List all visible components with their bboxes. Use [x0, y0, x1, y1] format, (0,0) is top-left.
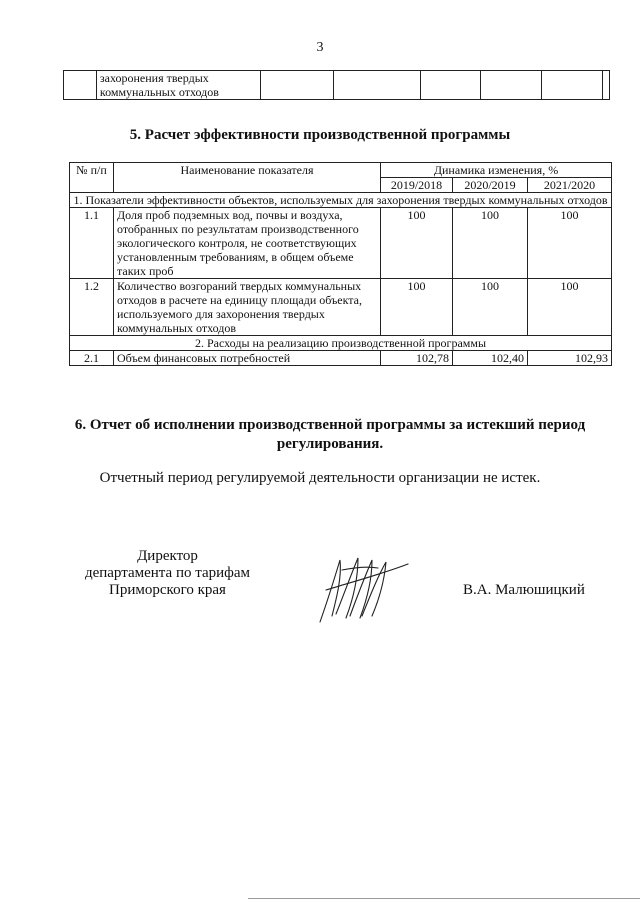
table-cell-text: захоронения твердых коммунальных отходов	[96, 71, 261, 100]
header-dynamics: Динамика изменения, %	[381, 163, 612, 178]
header-year: 2021/2020	[528, 178, 612, 193]
table-row	[70, 351, 612, 366]
header-name: Наименование показателя	[114, 163, 381, 193]
row-name: Доля проб подземных вод, почвы и воздуха, отобранных по результатам производственного экологического контроля, не соответствующих установленным требованиям, в общем объеме таких проб	[114, 208, 381, 279]
table-cell	[64, 71, 97, 100]
row-num: 2.1	[70, 351, 114, 366]
table-row	[70, 208, 612, 279]
row-name: Количество возгораний твердых коммунальных отходов в расчете на единицу площади объекта, используемого для захоронения твердых коммунальных отходов	[114, 279, 381, 336]
efficiency-table	[69, 162, 612, 366]
handwritten-signature	[312, 550, 412, 630]
row-value: 100	[381, 208, 453, 279]
row-value: 100	[453, 279, 528, 336]
footer-rule	[248, 898, 640, 899]
continuation-table	[63, 70, 610, 100]
header-year: 2019/2018	[381, 178, 453, 193]
table-cell	[334, 71, 421, 100]
table-cell	[261, 71, 334, 100]
section-6-title: 6. Отчет об исполнении производственной программы за истекший период регулирования.	[74, 417, 586, 452]
row-value: 102,40	[453, 351, 528, 366]
signatory-title-line: департамента по тарифам	[84, 565, 251, 581]
signatory-title-line: Директор	[137, 548, 198, 564]
row-num: 1.2	[70, 279, 114, 336]
row-name: Объем финансовых потребностей	[114, 351, 381, 366]
header-year: 2020/2019	[453, 178, 528, 193]
row-value: 100	[528, 279, 612, 336]
row-value: 102,78	[381, 351, 453, 366]
table-cell	[542, 71, 603, 100]
section-6-text: Отчетный период регулируемой деятельности организации не истек.	[99, 470, 541, 486]
section-5-title: 5. Расчет эффективности производственной программы	[129, 127, 511, 143]
table-cell	[603, 71, 610, 100]
row-value: 100	[453, 208, 528, 279]
row-num: 1.1	[70, 208, 114, 279]
row-value: 100	[528, 208, 612, 279]
table-row	[70, 279, 612, 336]
signatory-title	[75, 548, 260, 599]
signatory-name: В.А. Малюшицкий	[463, 582, 585, 598]
table-cell	[420, 71, 481, 100]
page-number: 3	[316, 40, 324, 55]
group-1-heading: 1. Показатели эффективности объектов, используемых для захоронения твердых коммунальных отходов	[70, 193, 612, 208]
group-2-heading: 2. Расходы на реализацию производственной программы	[70, 336, 612, 351]
header-num: № п/п	[70, 163, 114, 193]
signatory-title-line: Приморского края	[109, 582, 226, 598]
table-cell	[481, 71, 542, 100]
row-value: 102,93	[528, 351, 612, 366]
row-value: 100	[381, 279, 453, 336]
